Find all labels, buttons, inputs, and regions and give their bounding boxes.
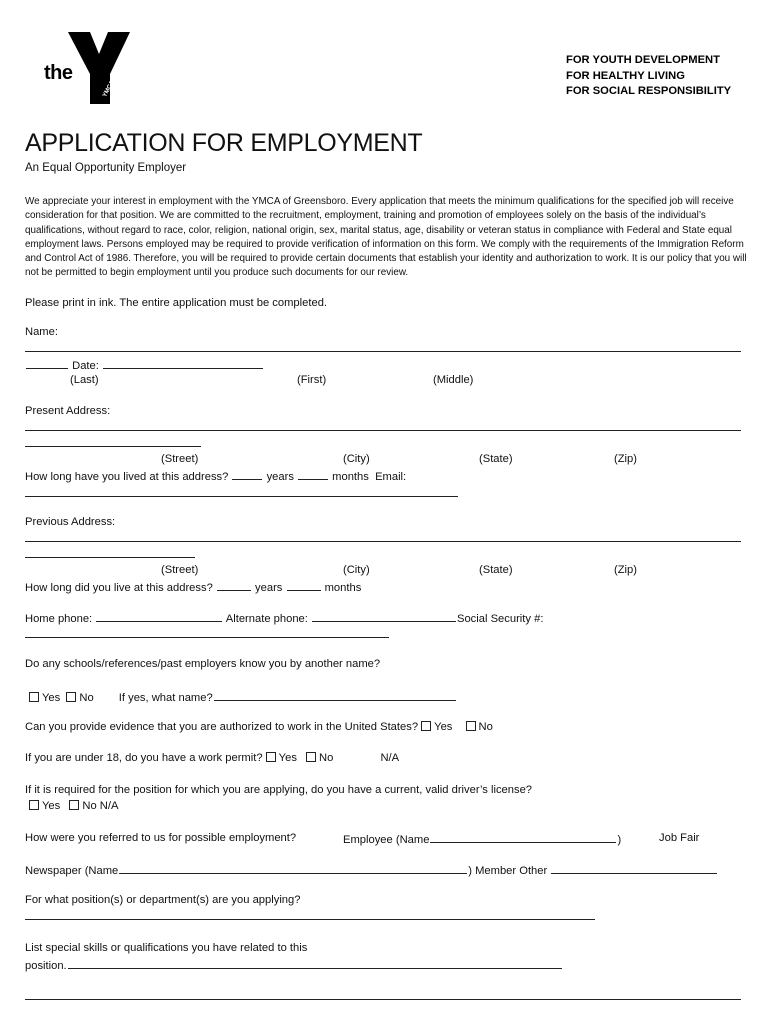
name-field[interactable] <box>25 351 741 352</box>
present-street-caption: (Street) <box>161 453 199 465</box>
referral-newspaper-row <box>25 862 718 878</box>
drivers-license-question: If it is required for the position for which you are applying, do you have a current, valid driver’s license? <box>25 784 533 796</box>
present-months-label: months <box>332 471 369 483</box>
previous-zip-caption: (Zip) <box>614 564 637 576</box>
logo-ymca-text: YMCA <box>102 79 116 99</box>
referral-newspaper-label: Newspaper (Name <box>25 865 119 877</box>
other-name-no-checkbox[interactable] <box>66 692 76 702</box>
previous-street-caption: (Street) <box>161 564 199 576</box>
skills-question-line-2: position. <box>25 960 67 972</box>
subtitle: An Equal Opportunity Employer <box>25 162 187 174</box>
work-permit-no-label: No <box>319 752 334 764</box>
other-name-if-yes-label: If yes, what name? <box>118 692 213 704</box>
drivers-license-no-label: No <box>82 800 97 812</box>
name-field-continued[interactable] <box>26 357 68 369</box>
referral-job-fair[interactable]: Job Fair <box>659 832 700 844</box>
present-duration-question: How long have you lived at this address? <box>25 471 229 483</box>
present-address-field-continued[interactable] <box>25 446 201 447</box>
drivers-license-yes-checkbox[interactable] <box>29 800 39 810</box>
tagline-1: FOR YOUTH DEVELOPMENT <box>566 54 720 66</box>
tagline-block <box>566 53 731 100</box>
name-date-row <box>25 357 264 373</box>
present-city-caption: (City) <box>343 453 370 465</box>
position-question: For what position(s) or department(s) are you applying? <box>25 894 301 906</box>
tagline-2: FOR HEALTHY LIVING <box>566 69 685 82</box>
work-authorization-question: Can you provide evidence that you are authorized to work in the United States? <box>25 721 419 733</box>
work-authorization-row <box>25 720 493 734</box>
previous-duration-question: How long did you live at this address? <box>25 582 213 594</box>
present-years-label: years <box>266 471 294 483</box>
work-permit-na-label[interactable]: N/A <box>380 752 400 764</box>
work-authorization-no-label: No <box>478 721 493 733</box>
ymca-logo <box>44 30 144 108</box>
drivers-license-na-label[interactable]: N/A <box>99 800 119 812</box>
tagline-3: FOR SOCIAL RESPONSIBILITY <box>566 85 732 97</box>
alternate-phone-label: Alternate phone: <box>225 613 308 625</box>
referral-employee-close: ) <box>617 834 622 846</box>
ymca-y-mark-icon <box>66 30 132 106</box>
date-field[interactable] <box>103 357 263 369</box>
middle-name-caption: (Middle) <box>433 374 474 386</box>
work-authorization-no-checkbox[interactable] <box>466 721 476 731</box>
logo-the-text: the <box>44 62 73 84</box>
previous-months-label: months <box>324 582 362 594</box>
work-authorization-yes-checkbox[interactable] <box>421 721 431 731</box>
present-months-field[interactable] <box>298 468 328 480</box>
drivers-license-yes-label: Yes <box>42 800 61 812</box>
date-label: Date: <box>72 360 99 372</box>
previous-city-caption: (City) <box>343 564 370 576</box>
skills-question-row <box>25 957 563 973</box>
referral-other-label: Other <box>519 865 548 877</box>
home-phone-label: Home phone: <box>25 613 93 625</box>
present-zip-caption: (Zip) <box>614 453 637 465</box>
other-name-yes-checkbox[interactable] <box>29 692 39 702</box>
other-name-yes-label: Yes <box>42 692 61 704</box>
previous-duration-row <box>25 579 361 595</box>
email-label: Email: <box>375 471 407 483</box>
referral-newspaper-name-field[interactable] <box>119 862 467 874</box>
referral-employee-row <box>343 831 621 847</box>
work-authorization-yes-label: Yes <box>434 721 453 733</box>
other-name-no-label: No <box>79 692 94 704</box>
present-years-field[interactable] <box>232 468 262 480</box>
referral-question: How were you referred to us for possible employment? <box>25 832 297 844</box>
drivers-license-no-checkbox[interactable] <box>69 800 79 810</box>
ssn-label: Social Security #: <box>457 613 544 625</box>
skills-question-line-1: List special skills or qualifications you have related to this <box>25 942 308 954</box>
work-permit-no-checkbox[interactable] <box>306 752 316 762</box>
previous-address-field-continued[interactable] <box>25 557 195 558</box>
previous-address-field[interactable] <box>25 541 741 542</box>
other-name-answer-row <box>29 689 457 705</box>
previous-address-label: Previous Address: <box>25 516 116 528</box>
present-duration-row <box>25 468 406 484</box>
referral-employee-label: Employee (Name <box>343 834 430 846</box>
referral-other-field[interactable] <box>551 862 717 874</box>
first-name-caption: (First) <box>297 374 327 386</box>
previous-months-field[interactable] <box>287 579 321 591</box>
phones-row <box>25 610 543 626</box>
present-address-field[interactable] <box>25 430 741 431</box>
present-state-caption: (State) <box>479 453 513 465</box>
position-field[interactable] <box>25 919 595 920</box>
work-permit-row <box>25 751 399 765</box>
alternate-phone-field[interactable] <box>312 610 456 622</box>
other-name-question: Do any schools/references/past employers know you by another name? <box>25 658 381 670</box>
intro-paragraph: We appreciate your interest in employment with the YMCA of Greensboro. Every application that meets the minimum qualifications for the specified job will receive consideration for that position. We are committed to the recruitment, employment, training and promotion of employees solely on the basis of the individual’s qualifications, without regard to race, color, religion, national origin, sex, marital status, age, disability or veteran status in compliance with Federal and State equal employment laws. Persons employed may be required to provide verification of information on this form. We comply with the requirements of the Immigration Reform and Control Act of 1986. Therefore, you will be required to provide certain documents that establish your identity and authorization to work. It is our policy that you will not be permitted to begin employment until you produce such documents for our review. <box>25 196 747 279</box>
present-address-label: Present Address: <box>25 405 111 417</box>
drivers-license-answer-row <box>29 799 118 813</box>
work-permit-yes-checkbox[interactable] <box>266 752 276 762</box>
instructions: Please print in ink. The entire application must be completed. <box>25 297 328 309</box>
page-title: APPLICATION FOR EMPLOYMENT <box>25 129 423 157</box>
ssn-field[interactable] <box>25 637 389 638</box>
work-permit-yes-label: Yes <box>278 752 297 764</box>
referral-employee-name-field[interactable] <box>430 831 616 843</box>
previous-state-caption: (State) <box>479 564 513 576</box>
skills-field[interactable] <box>68 957 562 969</box>
home-phone-field[interactable] <box>96 610 222 622</box>
last-name-caption: (Last) <box>70 374 99 386</box>
previous-years-label: years <box>255 582 283 594</box>
referral-member-label[interactable]: ) Member <box>468 865 517 877</box>
other-name-field[interactable] <box>214 689 456 701</box>
skills-field-continued[interactable] <box>25 999 741 1000</box>
work-permit-question: If you are under 18, do you have a work permit? <box>25 752 263 764</box>
email-field[interactable] <box>25 496 458 497</box>
previous-years-field[interactable] <box>217 579 251 591</box>
name-label: Name: <box>25 326 58 338</box>
